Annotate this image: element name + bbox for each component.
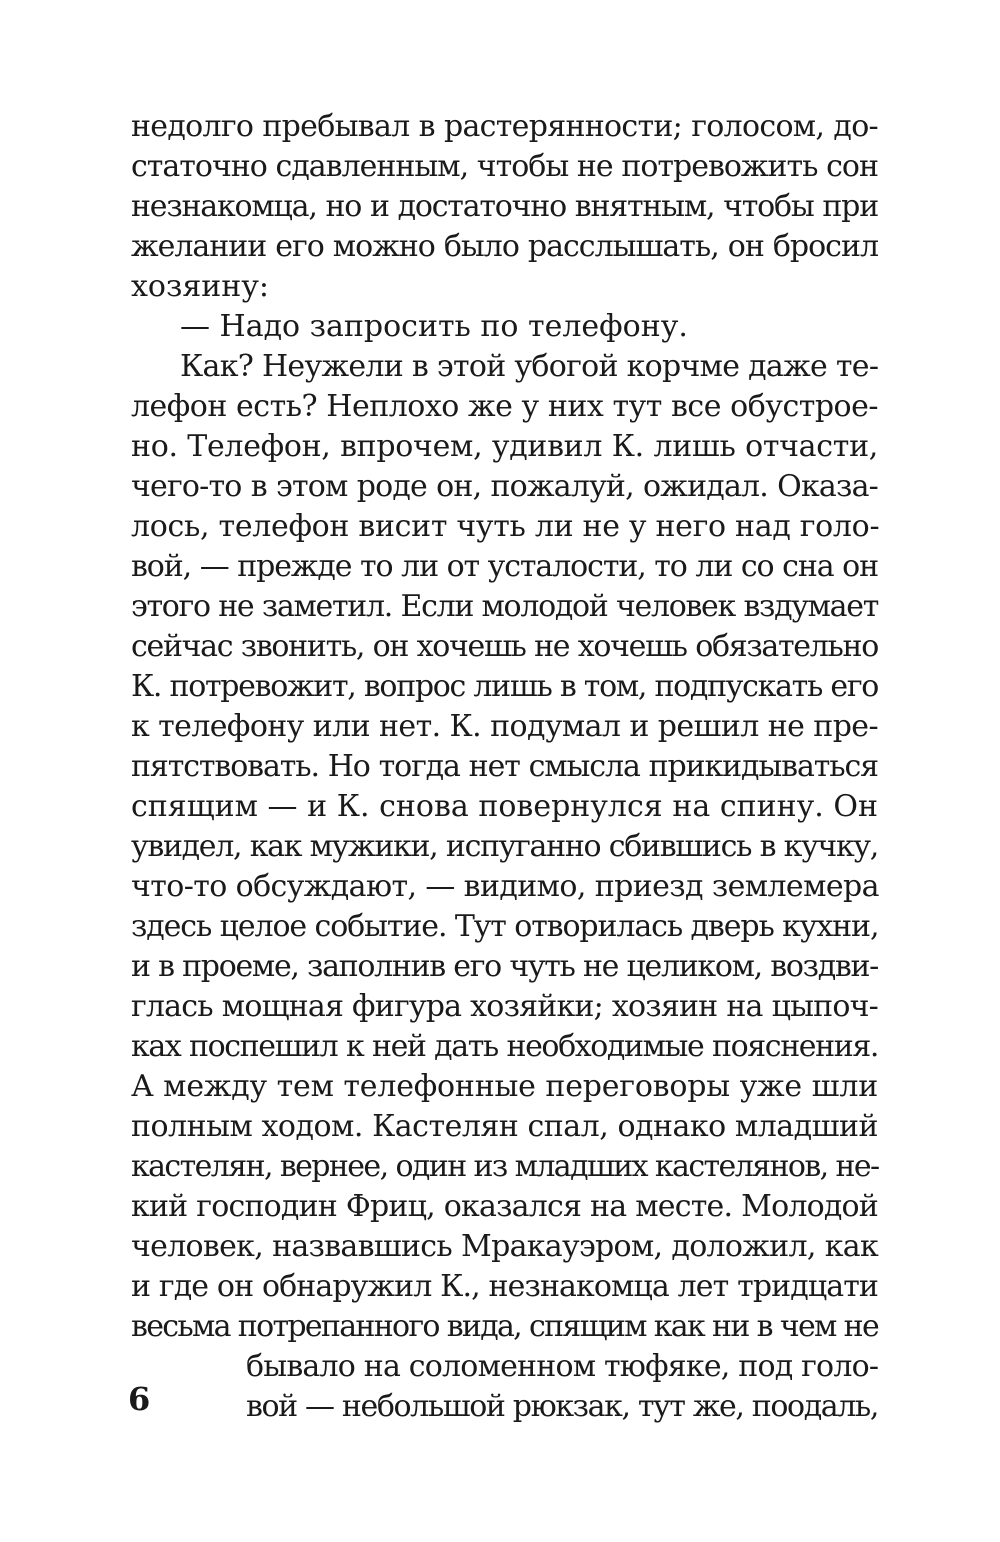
text-line: кастелян, вернее, один из младших кастелянов, не- [131, 1149, 879, 1184]
text-line: спящим — и К. снова повернулся на спину. Он [131, 789, 878, 824]
text-line: человек, назвавшись Мракауэром, доложил, как [131, 1229, 878, 1264]
text-line: и в проеме, заполнив его чуть не целиком, воздви- [131, 949, 878, 984]
text-line: незнакомца, но и достаточно внятным, чтобы при [131, 189, 878, 224]
page-number: 6 [128, 1380, 151, 1418]
text-line: здесь целое событие. Тут отворилась дверь кухни, [131, 909, 879, 944]
text-line: сейчас звонить, он хочешь не хочешь обязательно [131, 629, 878, 664]
text-line: чего-то в этом роде он, пожалуй, ожидал. Оказа- [131, 469, 878, 504]
text-line: и где он обнаружил К., незнакомца лет тридцати [131, 1269, 878, 1304]
text-line: что-то обсуждают, — видимо, приезд землемера [131, 869, 879, 904]
text-line: кий господин Фриц, оказался на месте. Молодой [131, 1189, 878, 1224]
text-line: ках поспешил к ней дать необходимые пояснения. [131, 1029, 878, 1064]
text-line: глась мощная фигура хозяйки; хозяин на цыпоч- [131, 989, 878, 1024]
text-line: желании его можно было расслышать, он бросил [131, 229, 878, 264]
text-line: А между тем телефонные переговоры уже шли [131, 1069, 878, 1104]
text-line: к телефону или нет. К. подумал и решил не пре- [131, 709, 878, 744]
text-line: но. Телефон, впрочем, удивил К. лишь отчасти, [131, 429, 878, 464]
text-line: увидел, как мужики, испуганно сбившись в кучку, [131, 829, 878, 864]
text-line: лефон есть? Неплохо же у них тут все обустрое- [131, 389, 878, 424]
paragraph-first-line: Как? Неужели в этой убогой корчме даже те- [180, 349, 879, 384]
text-line: вой — небольшой рюкзак, тут же, поодаль, [246, 1389, 878, 1424]
text-line: этого не заметил. Если молодой человек вздумает [131, 589, 878, 624]
text-line: полным ходом. Кастелян спал, однако младший [131, 1109, 878, 1144]
dialogue-line: — Надо запросить по телефону. [180, 309, 688, 344]
text-line: вой, — прежде то ли от усталости, то ли со сна он [131, 549, 878, 584]
text-line: бывало на соломенном тюфяке, под голо- [246, 1349, 879, 1384]
text-line: пятствовать. Но тогда нет смысла прикидываться [131, 749, 878, 784]
text-line: недолго пребывал в растерянности; голосом, до- [131, 109, 878, 144]
text-line: лось, телефон висит чуть ли не у него над голо- [131, 509, 880, 544]
text-line: статочно сдавленным, чтобы не потревожить сон [131, 149, 878, 184]
text-line: весьма потрепанного вида, спящим как ни в чем не [131, 1309, 878, 1344]
text-line: хозяину: [131, 269, 270, 304]
text-line: К. потревожит, вопрос лишь в том, подпускать его [131, 669, 878, 704]
